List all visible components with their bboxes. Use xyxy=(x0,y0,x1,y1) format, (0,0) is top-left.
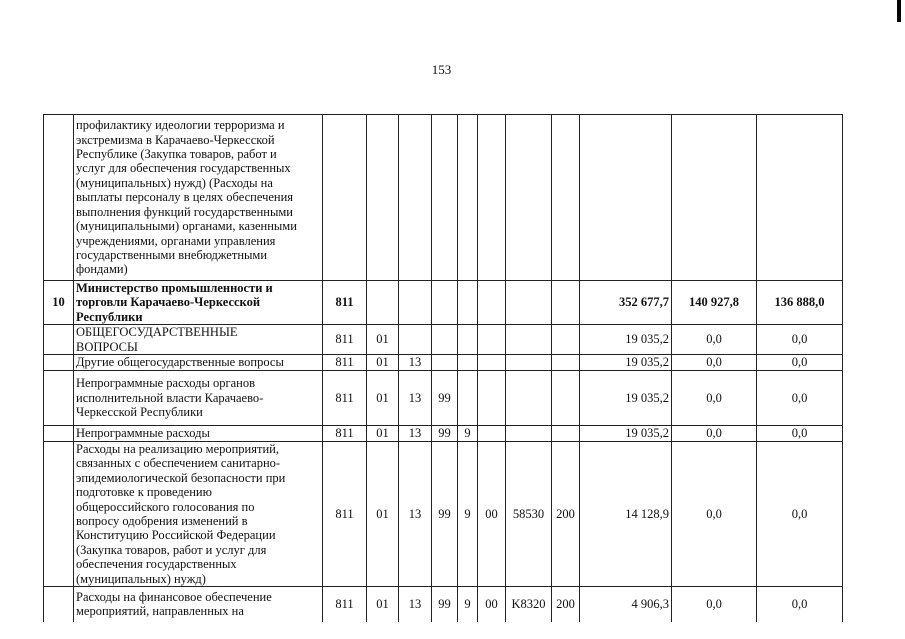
name-line: вопросу одобрения изменений в xyxy=(76,514,248,529)
cell-ministry-code: 811 xyxy=(323,426,367,442)
cell-target-article-4 xyxy=(506,426,552,442)
name-line: Республики xyxy=(76,309,143,324)
cell-row-number xyxy=(44,426,74,442)
cell-amount-year-3: 0,0 xyxy=(757,587,843,622)
name-line: (Закупка товаров, работ и услуг для xyxy=(76,542,267,557)
cell-section: 01 xyxy=(367,371,399,426)
name-line: Расходы на реализацию мероприятий, xyxy=(76,442,279,457)
name-line: экстремизма в Карачаево-Черкесской xyxy=(76,132,275,147)
cell-expense-type: 200 xyxy=(552,587,580,622)
cell-amount-year-3: 0,0 xyxy=(757,325,843,355)
cell-amount-year-2: 0,0 xyxy=(672,355,757,371)
name-line: выполнения функций государственными xyxy=(76,204,293,219)
cell-subsection: 13 xyxy=(399,371,432,426)
name-line: (муниципальных) нужд) xyxy=(76,571,206,586)
cell-ministry-code: 811 xyxy=(323,371,367,426)
cell-row-number xyxy=(44,371,74,426)
name-line: ВОПРОСЫ xyxy=(76,339,138,354)
cell-section: 01 xyxy=(367,426,399,442)
cell-amount-year-1: 14 128,9 xyxy=(580,442,672,587)
name-line: связанных с обеспечением санитарно- xyxy=(76,456,281,471)
cell-ministry-code: 811 xyxy=(323,442,367,587)
cell-section: 01 xyxy=(367,587,399,622)
cell-target-article-2 xyxy=(458,325,478,355)
cell-expense-type xyxy=(552,355,580,371)
cell-amount-year-3: 0,0 xyxy=(757,355,843,371)
cell-target-article-1: 99 xyxy=(432,426,458,442)
name-line: ОБЩЕГОСУДАРСТВЕННЫЕ xyxy=(76,325,238,340)
name-line: подготовке к проведению xyxy=(76,485,212,500)
table-row xyxy=(44,587,843,622)
name-line: профилактику идеологии терроризма и xyxy=(76,118,285,133)
cell-expense-type xyxy=(552,371,580,426)
cell-section: 01 xyxy=(367,442,399,587)
name-line: торговли Карачаево-Черкесской xyxy=(76,295,261,310)
name-line: Республике (Закупка товаров, работ и xyxy=(76,147,277,162)
cell-name xyxy=(74,442,323,587)
page-number: 153 xyxy=(431,62,452,77)
name-line: общероссийского голосования по xyxy=(76,499,255,514)
cell-amount-year-2 xyxy=(672,115,757,281)
cell-subsection xyxy=(399,281,432,325)
cell-target-article-2 xyxy=(458,371,478,426)
cell-expense-type: 200 xyxy=(552,442,580,587)
cell-amount-year-1: 352 677,7 xyxy=(580,281,672,325)
cell-ministry-code: 811 xyxy=(323,325,367,355)
cell-target-article-3: 00 xyxy=(478,587,506,622)
cell-section xyxy=(367,115,399,281)
cell-expense-type xyxy=(552,281,580,325)
name-line: учреждениями, органами управления xyxy=(76,233,276,248)
cell-target-article-3: 00 xyxy=(478,442,506,587)
cell-ministry-code: 811 xyxy=(323,281,367,325)
cell-ministry-code: 811 xyxy=(323,355,367,371)
cell-target-article-2: 9 xyxy=(458,587,478,622)
table-row xyxy=(44,281,843,325)
cell-amount-year-3 xyxy=(757,115,843,281)
cell-amount-year-1: 19 035,2 xyxy=(580,355,672,371)
name-line: Непрограммные расходы xyxy=(76,426,210,441)
table-row xyxy=(44,115,843,281)
cell-ministry-code xyxy=(323,115,367,281)
cell-name xyxy=(74,281,323,325)
cell-amount-year-1: 19 035,2 xyxy=(580,371,672,426)
table-row xyxy=(44,355,843,371)
cell-subsection: 13 xyxy=(399,355,432,371)
cell-amount-year-2: 0,0 xyxy=(672,442,757,587)
name-line: Расходы на финансовое обеспечение xyxy=(76,589,272,604)
cell-amount-year-3: 136 888,0 xyxy=(757,281,843,325)
cell-target-article-2 xyxy=(458,355,478,371)
name-line: эпидемиологической безопасности при xyxy=(76,470,286,485)
cell-target-article-4 xyxy=(506,355,552,371)
table-row xyxy=(44,371,843,426)
cell-subsection: 13 xyxy=(399,442,432,587)
name-line: (муниципальными) органами, казенными xyxy=(76,219,297,234)
table-row xyxy=(44,426,843,442)
cell-section: 01 xyxy=(367,325,399,355)
cell-amount-year-3: 0,0 xyxy=(757,426,843,442)
cell-row-number xyxy=(44,442,74,587)
cell-target-article-3 xyxy=(478,426,506,442)
name-line: обеспечения государственных xyxy=(76,557,237,572)
table-row xyxy=(44,442,843,587)
cell-amount-year-3: 0,0 xyxy=(757,442,843,587)
cell-amount-year-2: 0,0 xyxy=(672,426,757,442)
cell-target-article-2 xyxy=(458,115,478,281)
cell-target-article-3 xyxy=(478,355,506,371)
cell-expense-type xyxy=(552,115,580,281)
cell-subsection xyxy=(399,115,432,281)
cell-row-number xyxy=(44,355,74,371)
cell-row-number xyxy=(44,325,74,355)
name-line: Конституцию Российской Федерации xyxy=(76,528,276,543)
cell-subsection: 13 xyxy=(399,587,432,622)
cell-target-article-1: 99 xyxy=(432,442,458,587)
name-line: фондами) xyxy=(76,262,128,277)
cell-amount-year-1 xyxy=(580,115,672,281)
cell-target-article-2 xyxy=(458,281,478,325)
cell-target-article-4 xyxy=(506,371,552,426)
cell-amount-year-1: 19 035,2 xyxy=(580,325,672,355)
cell-row-number xyxy=(44,115,74,281)
cell-name xyxy=(74,587,323,622)
cell-target-article-3 xyxy=(478,371,506,426)
cell-expense-type xyxy=(552,325,580,355)
cell-target-article-1 xyxy=(432,325,458,355)
name-line: Другие общегосударственные вопросы xyxy=(76,355,284,370)
cell-target-article-1 xyxy=(432,281,458,325)
cell-name xyxy=(74,426,323,442)
name-line: Министерство промышленности и xyxy=(76,281,273,295)
budget-table xyxy=(43,114,843,622)
cell-name xyxy=(74,115,323,281)
cell-target-article-2: 9 xyxy=(458,442,478,587)
table-body xyxy=(44,115,843,622)
cell-target-article-2: 9 xyxy=(458,426,478,442)
cell-target-article-4 xyxy=(506,325,552,355)
cell-target-article-1 xyxy=(432,355,458,371)
cell-subsection: 13 xyxy=(399,426,432,442)
cell-target-article-1 xyxy=(432,115,458,281)
cell-section: 01 xyxy=(367,355,399,371)
cell-subsection xyxy=(399,325,432,355)
cell-amount-year-1: 4 906,3 xyxy=(580,587,672,622)
cell-name xyxy=(74,325,323,355)
scan-edge-mark xyxy=(897,0,901,22)
cell-ministry-code: 811 xyxy=(323,587,367,622)
cell-expense-type xyxy=(552,426,580,442)
cell-name xyxy=(74,355,323,371)
name-line: выплаты персоналу в целях обеспечения xyxy=(76,190,294,205)
cell-target-article-4 xyxy=(506,281,552,325)
cell-target-article-1: 99 xyxy=(432,371,458,426)
cell-row-number: 10 xyxy=(44,281,74,325)
cell-name xyxy=(74,371,323,426)
cell-target-article-4: 58530 xyxy=(506,442,552,587)
cell-target-article-4 xyxy=(506,115,552,281)
cell-amount-year-2: 0,0 xyxy=(672,371,757,426)
cell-amount-year-3: 0,0 xyxy=(757,371,843,426)
name-line: (муниципальных) нужд) (Расходы на xyxy=(76,175,273,190)
name-line: услуг для обеспечения государственных xyxy=(76,161,291,176)
cell-amount-year-1: 19 035,2 xyxy=(580,426,672,442)
name-line: государственными внебюджетными xyxy=(76,247,268,262)
table-row xyxy=(44,325,843,355)
name-line: исполнительной власти Карачаево- xyxy=(76,390,264,405)
cell-target-article-4: K8320 xyxy=(506,587,552,622)
cell-target-article-3 xyxy=(478,325,506,355)
cell-amount-year-2: 0,0 xyxy=(672,587,757,622)
name-line: Черкесской Республики xyxy=(76,405,203,420)
cell-amount-year-2: 0,0 xyxy=(672,325,757,355)
cell-target-article-3 xyxy=(478,281,506,325)
cell-row-number xyxy=(44,587,74,622)
name-line: Непрограммные расходы органов xyxy=(76,376,256,391)
cell-target-article-3 xyxy=(478,115,506,281)
cell-amount-year-2: 140 927,8 xyxy=(672,281,757,325)
cell-section xyxy=(367,281,399,325)
cell-target-article-1: 99 xyxy=(432,587,458,622)
name-line: мероприятий, направленных на xyxy=(76,604,244,619)
